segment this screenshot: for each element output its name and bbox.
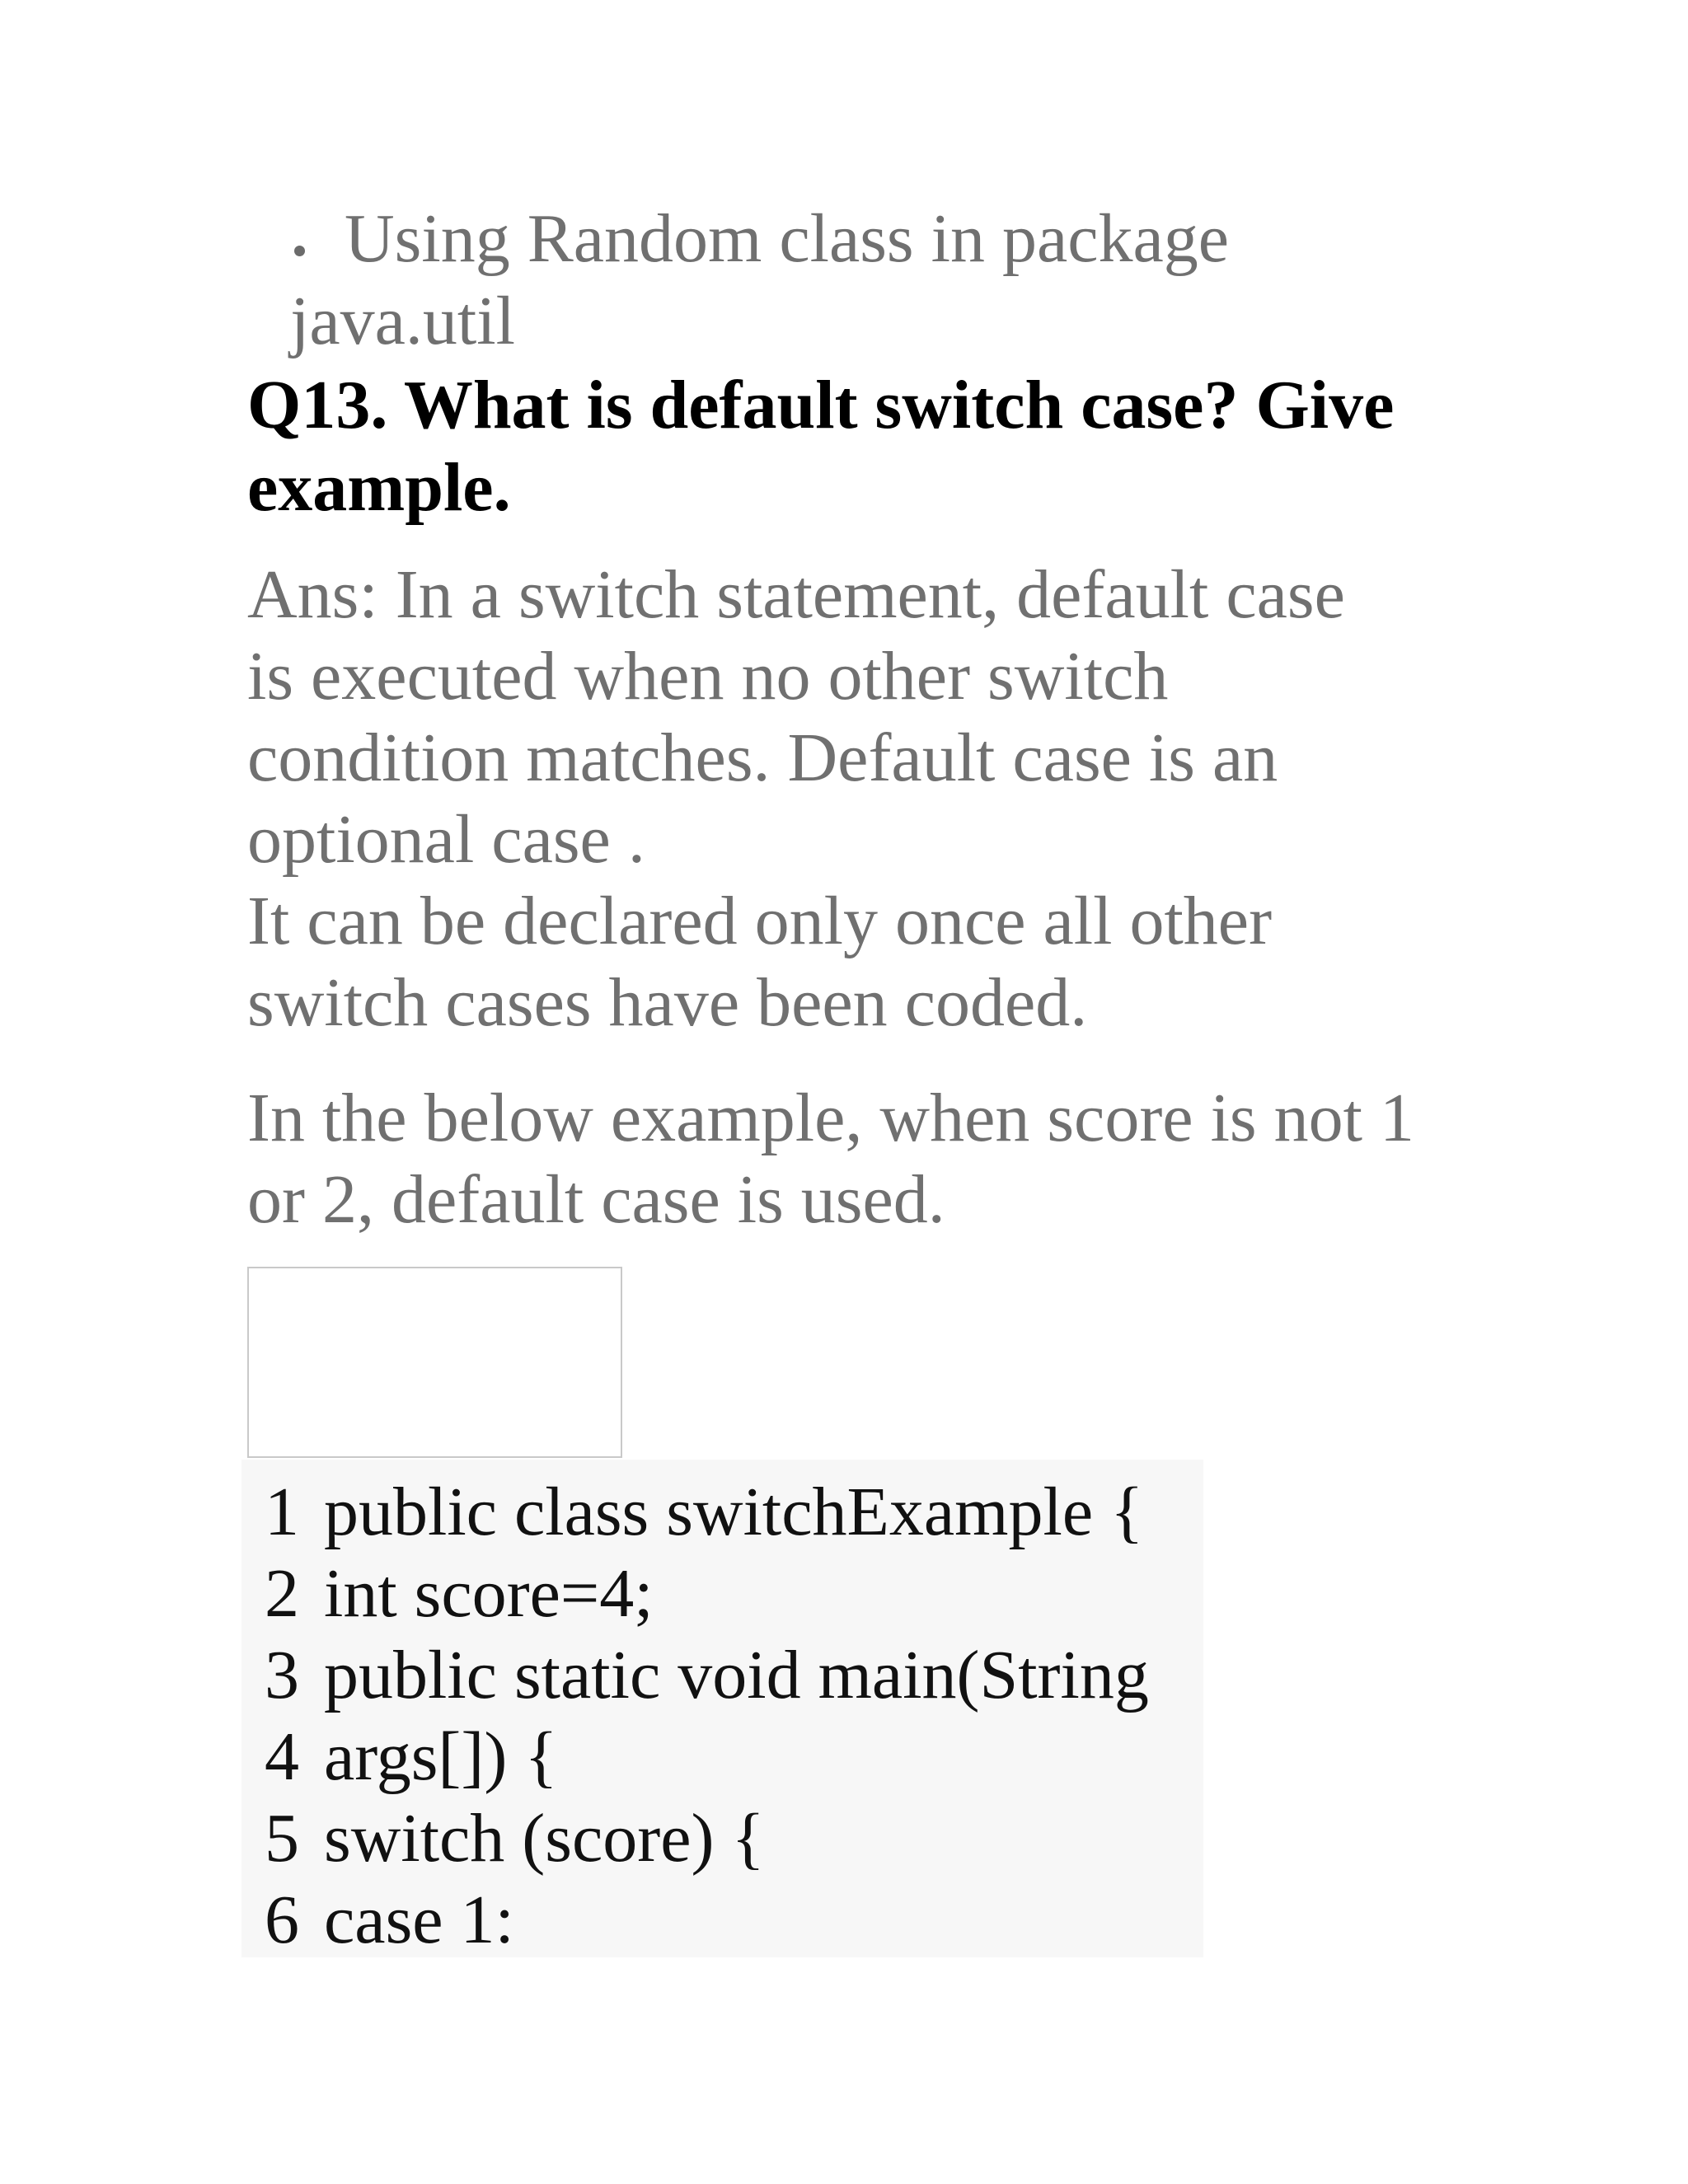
code-block [241,1460,1203,1957]
code-line [265,1797,765,1879]
answer-line: optional case . [247,801,645,878]
code-line-number: 5 [265,1800,299,1877]
answer-line: It can be declared only once all other [247,883,1273,959]
code-line-text: args[]) { [324,1718,558,1795]
code-line [265,1716,558,1797]
answer-line: is executed when no other switch [247,638,1169,715]
empty-image-placeholder [247,1267,622,1458]
code-line [265,1553,654,1634]
code-line-text: case 1: [324,1882,514,1958]
code-line-text: switch (score) { [324,1800,765,1877]
code-line-text: public class switchExample { [324,1474,1144,1550]
bullet-item-text: Using Random class in package java.util [290,200,1230,359]
code-line-number: 1 [265,1474,299,1550]
code-line-text: public static void main(String [324,1637,1149,1713]
code-line [265,1879,514,1961]
code-line [265,1471,1143,1553]
answer-line: Ans: In a switch statement, default case [247,556,1345,633]
code-line-number: 2 [265,1555,299,1632]
code-line-text: int score=4; [324,1555,654,1632]
answer-line: condition matches. Default case is an [247,719,1278,796]
code-line-number: 4 [265,1718,299,1795]
answer-paragraph [247,554,1484,1043]
answer-line: switch cases have been coded. [247,964,1088,1041]
code-line [265,1634,1149,1716]
example-intro-text: In the below example, when score is not 1 or 2, default case is used. [247,1080,1414,1238]
code-line-number: 6 [265,1882,299,1958]
question-heading: Q13. What is default switch case? Give example. [247,367,1395,526]
code-line-number: 3 [265,1637,299,1713]
